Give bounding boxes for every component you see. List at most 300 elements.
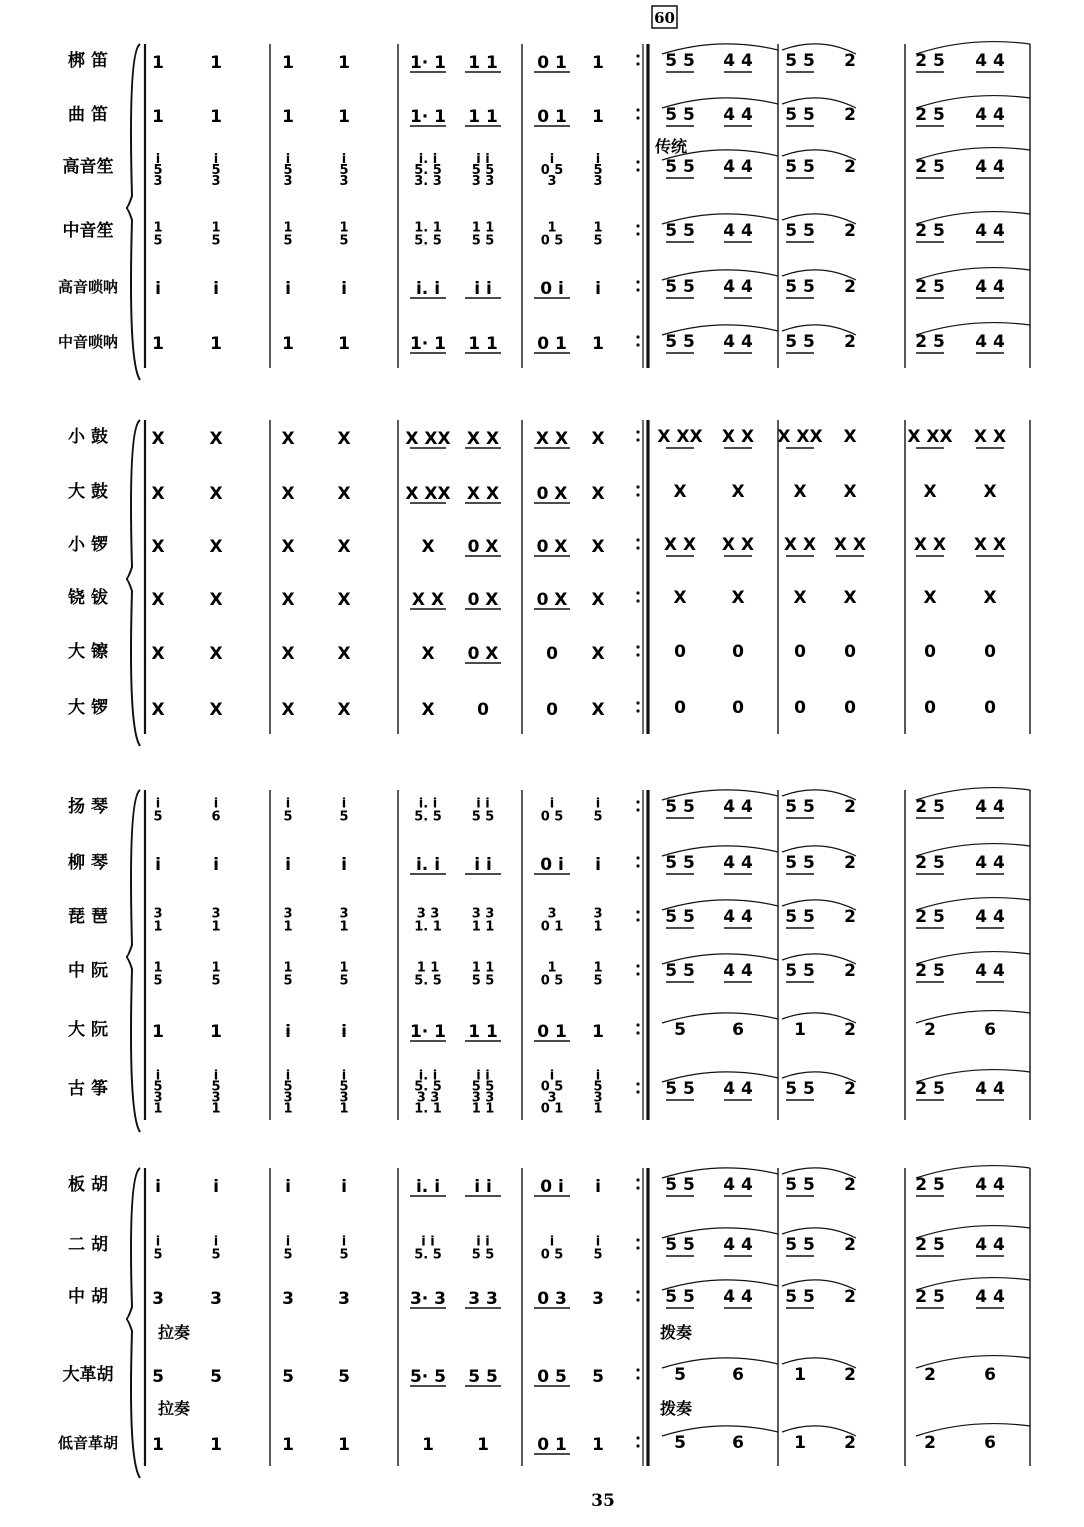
- note: 4 4: [723, 961, 753, 981]
- note: i: [285, 1022, 291, 1042]
- note: X XX: [405, 429, 451, 449]
- note: 2 5: [915, 1175, 945, 1195]
- repeat-dot: [636, 709, 639, 712]
- note: 5 5: [665, 1175, 695, 1195]
- system-brace: [126, 420, 140, 746]
- note: 2: [844, 1235, 856, 1255]
- note: X: [591, 484, 605, 504]
- repeat-dot: [636, 232, 639, 235]
- note: i: [549, 152, 555, 167]
- note: 1: [593, 960, 603, 976]
- note: X: [151, 484, 165, 504]
- note: X: [793, 588, 807, 608]
- note: 2 5: [915, 221, 945, 241]
- note: X: [151, 700, 165, 720]
- note: X: [591, 537, 605, 557]
- note: 0: [477, 700, 489, 720]
- page-number: 35: [591, 1491, 615, 1511]
- note: 0 1: [537, 53, 567, 73]
- note: i: [155, 279, 161, 299]
- note: 4 4: [975, 51, 1005, 71]
- note: 5· 5: [409, 1367, 447, 1387]
- note: 2: [844, 1365, 856, 1385]
- note: X: [281, 700, 295, 720]
- note: 1: [592, 1022, 604, 1042]
- note: i: [341, 152, 347, 167]
- note: 0: [674, 642, 686, 662]
- note: 4 4: [723, 1235, 753, 1255]
- note: 3: [282, 1289, 294, 1309]
- note: 4 4: [723, 1287, 753, 1307]
- note: X: [209, 700, 223, 720]
- note: 5 5: [665, 332, 695, 352]
- note: 4 4: [975, 221, 1005, 241]
- note: 5 5: [785, 221, 815, 241]
- note: 3: [211, 1090, 221, 1106]
- note: 1: [152, 1435, 164, 1455]
- note: 5 5: [471, 1079, 495, 1095]
- note: 5 5: [471, 973, 495, 989]
- note: 0 X: [536, 484, 568, 504]
- note: 4 4: [723, 157, 753, 177]
- repeat-dot: [636, 485, 639, 488]
- instrument-label: 大 锣: [68, 698, 108, 718]
- note: X: [983, 588, 997, 608]
- note: 0: [984, 642, 996, 662]
- repeat-dot: [636, 430, 639, 433]
- note: 1: [592, 1435, 604, 1455]
- note: 5. 5: [414, 163, 442, 178]
- note: X: [151, 590, 165, 610]
- note: X: [591, 590, 605, 610]
- note: 0: [984, 698, 996, 718]
- repeat-dot: [636, 1082, 639, 1085]
- note: 5: [593, 809, 603, 825]
- note: 1: [210, 1022, 222, 1042]
- note: 1: [211, 919, 221, 935]
- note: 5 5: [468, 1367, 498, 1387]
- note: 5 5: [665, 853, 695, 873]
- note: 4 4: [975, 961, 1005, 981]
- repeat-dot: [636, 438, 639, 441]
- note: 2 5: [915, 157, 945, 177]
- note: i: [155, 152, 161, 167]
- repeat-dot: [636, 910, 639, 913]
- note: 2: [844, 853, 856, 873]
- note: 0 1: [537, 107, 567, 127]
- note: 4 4: [975, 157, 1005, 177]
- note: 2 5: [915, 1235, 945, 1255]
- note: 0: [924, 698, 936, 718]
- note: 1: [152, 53, 164, 73]
- note: 0: [794, 642, 806, 662]
- note: i: [595, 855, 601, 875]
- note: 1: [592, 334, 604, 354]
- note: 0 5: [540, 1247, 564, 1263]
- note: 4 4: [723, 105, 753, 125]
- note: i: [595, 152, 601, 167]
- note: 6: [984, 1365, 996, 1385]
- note: 3 3: [416, 1090, 440, 1106]
- note: 1: [339, 1101, 349, 1117]
- repeat-dot: [636, 864, 639, 867]
- note: X X: [466, 484, 500, 504]
- repeat-dot: [636, 591, 639, 594]
- note: 0 5: [537, 1367, 567, 1387]
- note: 5. 5: [414, 233, 442, 249]
- note: 1: [794, 1365, 806, 1385]
- note: 1 1: [471, 960, 495, 976]
- note: 1: [339, 919, 349, 935]
- note: 5 5: [785, 277, 815, 297]
- note: X: [281, 590, 295, 610]
- note: 2: [844, 221, 856, 241]
- note: 1: [152, 334, 164, 354]
- instrument-label: 高音笙: [62, 157, 114, 177]
- note: 5: [211, 1247, 221, 1263]
- note: 0: [844, 698, 856, 718]
- annotation-arco: 拉奏: [158, 1323, 191, 1342]
- note: 4 4: [975, 105, 1005, 125]
- note: 0: [924, 642, 936, 662]
- note: 3: [211, 906, 221, 922]
- note: 5: [283, 163, 293, 178]
- note: X: [421, 644, 435, 664]
- note: 5. 5: [414, 809, 442, 825]
- note: 4 4: [723, 1079, 753, 1099]
- note: 5: [283, 1247, 293, 1263]
- note: 4 4: [723, 1175, 753, 1195]
- note: 5 5: [785, 157, 815, 177]
- note: X: [843, 588, 857, 608]
- note: 3 3: [471, 1090, 495, 1106]
- note: 1: [477, 1435, 489, 1455]
- note: i i: [474, 855, 492, 875]
- instrument-label: 铙 钹: [68, 588, 108, 608]
- note: X X: [833, 535, 867, 555]
- note: 5: [674, 1020, 686, 1040]
- note: 3: [283, 174, 293, 189]
- note: 5 5: [785, 853, 815, 873]
- note: 6: [211, 809, 221, 825]
- note: X: [151, 429, 165, 449]
- note: 2: [844, 1175, 856, 1195]
- repeat-dot: [636, 546, 639, 549]
- note: 0: [674, 698, 686, 718]
- note: i: [155, 1068, 161, 1084]
- note: i: [549, 796, 555, 812]
- note: 1: [422, 1435, 434, 1455]
- instrument-label: 低音革胡: [57, 1434, 119, 1452]
- repeat-dot: [636, 108, 639, 111]
- note: i. i: [418, 796, 438, 812]
- repeat-dot: [636, 653, 639, 656]
- note: 3: [593, 174, 603, 189]
- note: i: [595, 1234, 601, 1250]
- note: 3 3: [471, 906, 495, 922]
- note: 6: [984, 1433, 996, 1453]
- note: 5: [593, 973, 603, 989]
- note: 6: [732, 1433, 744, 1453]
- note: 5: [339, 1247, 349, 1263]
- note: X: [673, 588, 687, 608]
- note: 1: [283, 1101, 293, 1117]
- repeat-dot: [636, 1368, 639, 1371]
- note: 1: [153, 220, 163, 236]
- note: 2 5: [915, 51, 945, 71]
- note: X X: [411, 590, 445, 610]
- note: 4 4: [975, 332, 1005, 352]
- note: 5: [153, 1247, 163, 1263]
- instrument-label: 大 镲: [68, 642, 108, 662]
- note: X: [209, 484, 223, 504]
- note: 1: [210, 334, 222, 354]
- note: 2 5: [915, 1287, 945, 1307]
- note: 1: [794, 1433, 806, 1453]
- note: X: [591, 644, 605, 664]
- note: 0 X: [467, 644, 499, 664]
- note: 5: [674, 1433, 686, 1453]
- note: 1. 1: [414, 919, 442, 935]
- note: 4 4: [723, 332, 753, 352]
- note: 3: [211, 174, 221, 189]
- note: X: [209, 590, 223, 610]
- note: 5: [593, 163, 603, 178]
- note: 3: [153, 174, 163, 189]
- instrument-label: 板 胡: [68, 1175, 108, 1195]
- instrument-label: 中 阮: [68, 961, 108, 981]
- note: X: [843, 427, 857, 447]
- note: 5 5: [665, 221, 695, 241]
- note: X X: [913, 535, 947, 555]
- note: 5: [592, 1367, 604, 1387]
- note: 4 4: [975, 277, 1005, 297]
- note: 5: [593, 1079, 603, 1095]
- note: X: [591, 700, 605, 720]
- note: 6: [984, 1020, 996, 1040]
- note: 5 5: [471, 233, 495, 249]
- note: i. i: [418, 1068, 438, 1084]
- note: 0 X: [536, 590, 568, 610]
- note: i: [155, 796, 161, 812]
- note: 2: [924, 1365, 936, 1385]
- note: i: [213, 855, 219, 875]
- note: 5: [283, 1079, 293, 1095]
- note: 5 5: [665, 277, 695, 297]
- note: 1: [211, 1101, 221, 1117]
- note: 1 1: [471, 220, 495, 236]
- repeat-dot: [636, 1376, 639, 1379]
- note: i: [155, 1234, 161, 1250]
- note: i: [285, 855, 291, 875]
- note: X: [337, 590, 351, 610]
- note: 0 3: [537, 1289, 567, 1309]
- note: X: [591, 429, 605, 449]
- note: 1: [153, 960, 163, 976]
- note: X: [281, 644, 295, 664]
- note: i: [341, 279, 347, 299]
- note: X: [421, 537, 435, 557]
- annotation-traditional: 传统: [655, 137, 688, 156]
- note: 2: [844, 1433, 856, 1453]
- note: 2: [844, 1079, 856, 1099]
- note: 1: [593, 220, 603, 236]
- note: i: [341, 1234, 347, 1250]
- note: 2 5: [915, 332, 945, 352]
- instrument-label: 大 阮: [68, 1020, 108, 1040]
- note: 4 4: [723, 797, 753, 817]
- note: X: [731, 482, 745, 502]
- repeat-dot: [636, 335, 639, 338]
- note: 5. 5: [414, 1079, 442, 1095]
- note: X X: [663, 535, 697, 555]
- note: 1 1: [471, 1101, 495, 1117]
- note: 0 i: [540, 855, 564, 875]
- note: i: [213, 796, 219, 812]
- note: 4 4: [975, 907, 1005, 927]
- note: X: [923, 588, 937, 608]
- repeat-dot: [636, 1298, 639, 1301]
- repeat-dot: [636, 54, 639, 57]
- repeat-dot: [636, 1246, 639, 1249]
- repeat-dot: [636, 538, 639, 541]
- note: X XX: [777, 427, 823, 447]
- note: i: [341, 1177, 347, 1197]
- note: 3: [593, 906, 603, 922]
- note: 1· 1: [409, 107, 447, 127]
- note: 5 5: [471, 1247, 495, 1263]
- note: 3 3: [468, 1289, 498, 1309]
- note: 5: [211, 233, 221, 249]
- note: 2 5: [915, 1079, 945, 1099]
- note: 5 5: [665, 105, 695, 125]
- note: i: [213, 1177, 219, 1197]
- note: 5: [210, 1367, 222, 1387]
- repeat-dot: [636, 800, 639, 803]
- repeat-dot: [636, 1444, 639, 1447]
- note: X: [337, 537, 351, 557]
- note: i i: [476, 796, 490, 812]
- note: i. i: [415, 855, 441, 875]
- note: 0 1: [540, 919, 564, 935]
- note: 4 4: [975, 853, 1005, 873]
- note: i: [341, 855, 347, 875]
- note: 2: [924, 1433, 936, 1453]
- note: 1 1: [468, 1022, 498, 1042]
- note: 0: [732, 698, 744, 718]
- note: 5: [283, 973, 293, 989]
- annotation-pizz: 拨奏: [660, 1323, 693, 1342]
- repeat-dot: [636, 1178, 639, 1181]
- system-brace: [126, 790, 140, 1132]
- instrument-label: 小 鼓: [68, 427, 108, 447]
- note: 0 5: [540, 163, 564, 178]
- note: 4 4: [975, 1287, 1005, 1307]
- repeat-dot: [636, 1031, 639, 1034]
- instrument-label: 中音唢呐: [57, 333, 119, 351]
- note: 5 5: [471, 163, 495, 178]
- note: 1: [338, 53, 350, 73]
- note: 5: [339, 163, 349, 178]
- note: i i: [476, 1068, 490, 1084]
- note: 0 5: [540, 233, 564, 249]
- note: 1: [153, 919, 163, 935]
- note: 5: [153, 809, 163, 825]
- note: X X: [535, 429, 569, 449]
- note: 2: [844, 332, 856, 352]
- note: 0 X: [536, 537, 568, 557]
- repeat-dot: [636, 856, 639, 859]
- repeat-dot: [636, 288, 639, 291]
- note: 2: [924, 1020, 936, 1040]
- note: 1: [282, 334, 294, 354]
- note: 1: [282, 53, 294, 73]
- note: 4 4: [723, 51, 753, 71]
- note: 5 5: [665, 1287, 695, 1307]
- note: i: [213, 279, 219, 299]
- note: 5 5: [785, 51, 815, 71]
- note: X X: [466, 429, 500, 449]
- note: 1: [283, 220, 293, 236]
- note: i: [285, 796, 291, 812]
- note: 4 4: [723, 907, 753, 927]
- instrument-label: 高音唢呐: [57, 278, 119, 296]
- note: 1: [547, 220, 557, 236]
- note: i: [155, 855, 161, 875]
- note: X: [209, 644, 223, 664]
- note: 1: [338, 1435, 350, 1455]
- note: 1: [593, 919, 603, 935]
- note: 1 1: [468, 53, 498, 73]
- note: i i: [476, 1234, 490, 1250]
- note: 1· 1: [409, 53, 447, 73]
- note: X: [209, 429, 223, 449]
- note: 1: [339, 220, 349, 236]
- note: 2 5: [915, 277, 945, 297]
- note: i. i: [418, 152, 438, 167]
- note: 1: [339, 960, 349, 976]
- note: X: [281, 484, 295, 504]
- note: i: [595, 279, 601, 299]
- repeat-dot: [636, 918, 639, 921]
- repeat-dot: [636, 343, 639, 346]
- note: 1: [338, 334, 350, 354]
- note: 1: [152, 1022, 164, 1042]
- rehearsal-mark: 60: [654, 9, 675, 27]
- note: 5 5: [785, 1175, 815, 1195]
- note: 5: [153, 163, 163, 178]
- note: i: [213, 1068, 219, 1084]
- instrument-label: 小 锣: [68, 535, 108, 555]
- instrument-label: 曲 笛: [68, 105, 108, 125]
- annotation-arco: 拉奏: [158, 1399, 191, 1418]
- note: 3 3: [416, 906, 440, 922]
- note: X XX: [907, 427, 953, 447]
- note: 0 5: [540, 1079, 564, 1095]
- note: 1· 1: [409, 1022, 447, 1042]
- note: 3: [153, 906, 163, 922]
- annotation-pizz: 拨奏: [660, 1399, 693, 1418]
- note: 3: [283, 1090, 293, 1106]
- note: 0 i: [540, 279, 564, 299]
- note: 5: [211, 1079, 221, 1095]
- note: X: [983, 482, 997, 502]
- note: 0: [546, 700, 558, 720]
- repeat-dot: [636, 160, 639, 163]
- note: 1: [592, 107, 604, 127]
- note: 3: [338, 1289, 350, 1309]
- note: 1 1: [416, 960, 440, 976]
